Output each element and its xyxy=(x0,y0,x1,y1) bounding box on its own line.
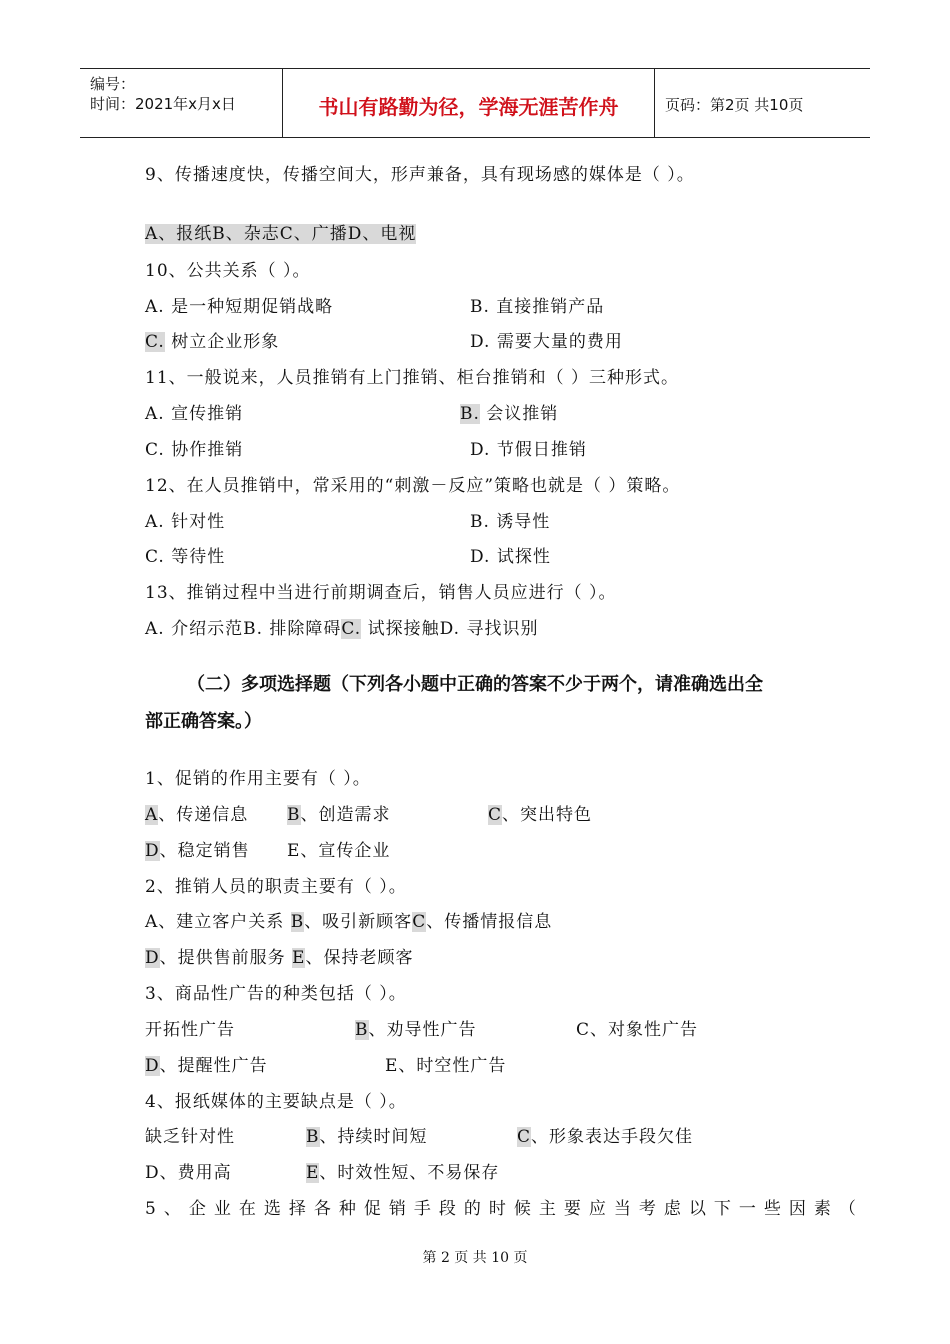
option-d xyxy=(145,1051,268,1076)
time-label: 时间：2021年x月x日 xyxy=(90,95,236,113)
option-a: 缺乏针对性 xyxy=(145,1127,235,1147)
answer-highlight: C xyxy=(517,1127,532,1147)
answer-highlight: D xyxy=(145,1056,160,1076)
number-label: 编号： xyxy=(90,75,136,93)
option-c: C. 等待性 xyxy=(145,547,226,567)
option-text: 、传递信息 xyxy=(158,805,249,825)
question-11-stem: 11、一般说来，人员推销有上门推销、柜台推销和（ ）三种形式。 xyxy=(145,368,680,388)
option-c: C、对象性广告 xyxy=(576,1020,699,1040)
option-text: 会议推销 xyxy=(479,404,559,424)
header-page-cell xyxy=(655,69,870,137)
option-text: 树立企业形象 xyxy=(164,332,280,352)
option-a: A. 宣传推销 xyxy=(145,404,244,424)
page-label: 页码：第2页 共10页 xyxy=(665,96,804,114)
option-b: 、吸引新顾客 xyxy=(304,912,413,932)
multi-question-5-stem: 5、企业在选择各种促销手段的时候主要应当考虑以下一些因素（ xyxy=(145,1199,864,1219)
answer-highlight: E xyxy=(292,948,306,968)
option-text: 、突出特色 xyxy=(502,805,593,825)
multi-question-3-stem: 3、商品性广告的种类包括（ ）。 xyxy=(145,984,407,1004)
multi-question-4-stem: 4、报纸媒体的主要缺点是（ ）。 xyxy=(145,1092,407,1112)
option-b xyxy=(355,1015,477,1040)
answer-highlight: C xyxy=(412,912,427,932)
option-e: 、保持老顾客 xyxy=(305,948,414,968)
option-b xyxy=(460,399,558,424)
option-text: 、提醒性广告 xyxy=(159,1056,268,1076)
answer-highlight: C xyxy=(488,805,503,825)
motto: 书山有路勤为径，学海无涯苦作舟 xyxy=(318,95,619,119)
option-d: D、费用高 xyxy=(145,1163,232,1183)
answer-highlight: D xyxy=(145,841,160,861)
option-text: 、创造需求 xyxy=(300,805,391,825)
section-heading-line2: 部正确答案。） xyxy=(145,711,262,732)
question-10-stem: 10、公共关系（ ）。 xyxy=(145,261,311,281)
option-b: B. 直接推销产品 xyxy=(470,297,605,317)
option-b: B. 诱导性 xyxy=(470,512,551,532)
option-text: 、时效性短、不易保存 xyxy=(319,1163,500,1183)
option-d: D. 需要大量的费用 xyxy=(470,332,623,352)
option-text: 、稳定销售 xyxy=(159,841,250,861)
option-text: 、持续时间短 xyxy=(319,1127,428,1147)
option-text: 试探接触D. 寻找识别 xyxy=(361,619,539,639)
option-c xyxy=(145,327,279,352)
option-a: A. 是一种短期促销战略 xyxy=(145,297,334,317)
option-a: A. 针对性 xyxy=(145,512,226,532)
option-c xyxy=(517,1122,693,1147)
answer-highlight: B xyxy=(306,1127,320,1147)
option-a xyxy=(145,800,248,825)
question-9-stem: 9、传播速度快，传播空间大，形声兼备，具有现场感的媒体是（ ）。 xyxy=(145,165,695,185)
answer-highlight: C. xyxy=(145,332,165,352)
option-d xyxy=(145,836,250,861)
multi-question-1-stem: 1、促销的作用主要有（ ）。 xyxy=(145,769,371,789)
question-9-options xyxy=(145,219,416,244)
question-2-options-row2 xyxy=(145,943,413,968)
answer-highlight: B xyxy=(290,912,305,932)
page-footer: 第 2 页 共 10 页 xyxy=(422,1250,528,1266)
question-13-options xyxy=(145,614,538,639)
answer-highlight: B xyxy=(287,805,301,825)
question-12-stem: 12、在人员推销中，常采用的“刺激－反应”策略也就是（ ）策略。 xyxy=(145,476,681,496)
answer-highlight: D xyxy=(145,948,160,968)
option-d: D. 节假日推销 xyxy=(470,440,587,460)
highlighted-options: A、报纸B、杂志C、广播D、电视 xyxy=(145,224,417,244)
multi-question-2-stem: 2、推销人员的职责主要有（ ）。 xyxy=(145,877,407,897)
option-c: C. 协作推销 xyxy=(145,440,244,460)
option-d: D. 试探性 xyxy=(470,547,551,567)
answer-highlight: C. xyxy=(341,619,362,639)
option-text: 、劝导性广告 xyxy=(368,1020,477,1040)
option-e: E、时空性广告 xyxy=(385,1056,507,1076)
option-d: 、提供售前服务 xyxy=(159,948,293,968)
answer-highlight: B. xyxy=(460,404,480,424)
option-a: A、建立客户关系 xyxy=(145,912,291,932)
header-meta-cell xyxy=(80,69,283,137)
answer-highlight: B xyxy=(355,1020,369,1040)
option-b xyxy=(306,1122,428,1147)
answer-highlight: E xyxy=(306,1163,320,1183)
option-a: 开拓性广告 xyxy=(145,1020,235,1040)
option-c xyxy=(488,800,592,825)
header-motto-cell xyxy=(283,69,655,137)
option-text: A. 介绍示范B. 排除障碍 xyxy=(145,619,342,639)
option-text: 、形象表达手段欠佳 xyxy=(531,1127,694,1147)
answer-highlight: A xyxy=(145,805,159,825)
option-e xyxy=(306,1158,499,1183)
option-b xyxy=(287,800,391,825)
question-2-options-row1 xyxy=(145,907,552,932)
question-13-stem: 13、推销过程中当进行前期调查后，销售人员应进行（ ）。 xyxy=(145,583,617,603)
option-c: 、传播情报信息 xyxy=(426,912,553,932)
option-e: E、宣传企业 xyxy=(287,841,391,861)
document-header xyxy=(80,68,870,138)
section-heading-line1: （二）多项选择题（下列各小题中正确的答案不少于两个，请准确选出全 xyxy=(187,674,763,695)
